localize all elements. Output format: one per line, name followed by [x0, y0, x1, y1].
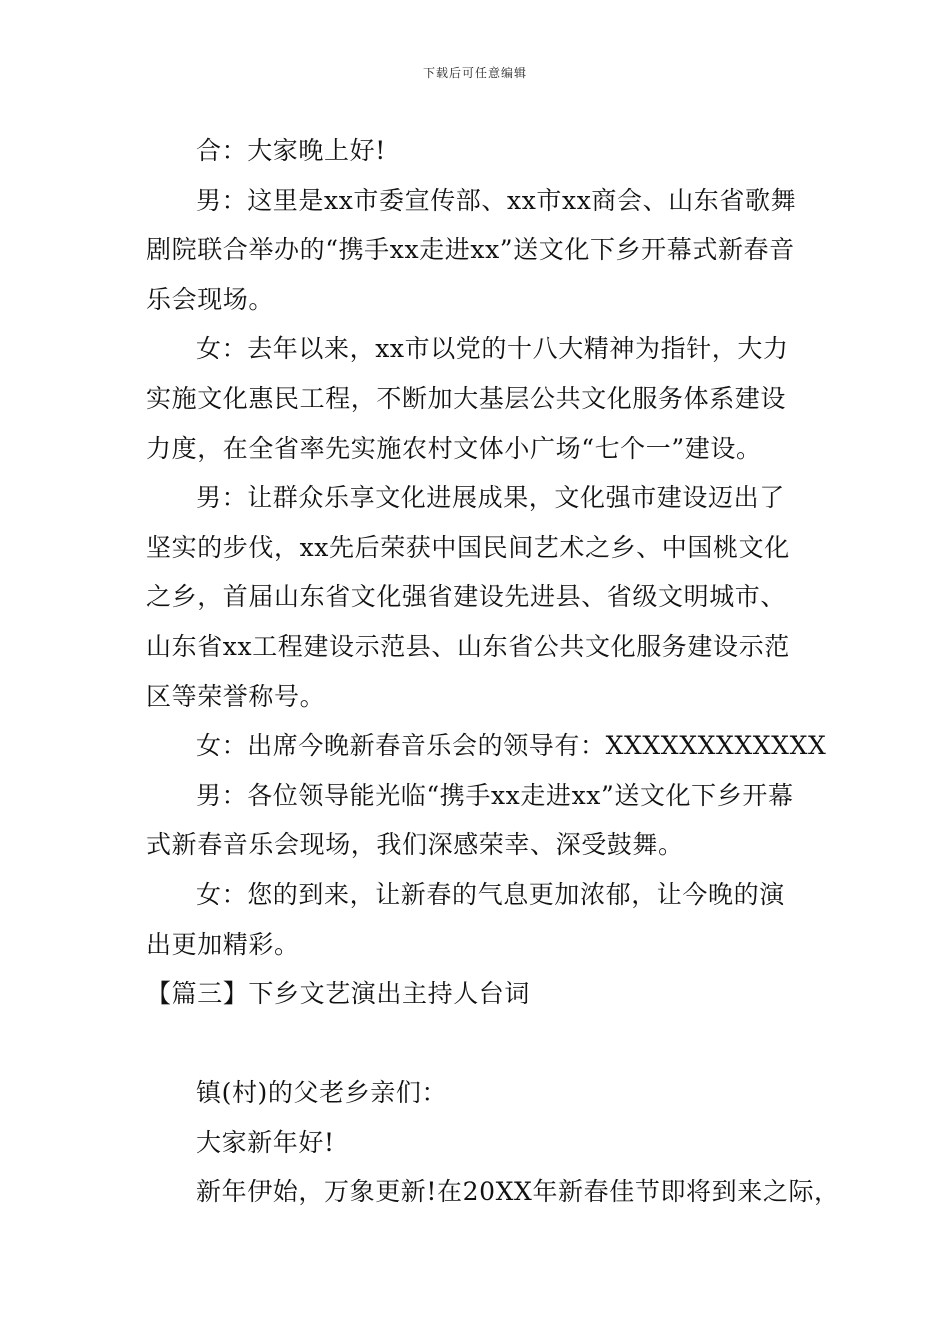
paragraph-female-leaders: 女：出席今晚新春音乐会的领导有：XXXXXXXXXXXX: [196, 731, 827, 761]
paragraph-male-achievements: 男：让群众乐享文化进展成果，文化强市建设迈出了坚实的步伐，xx先后荣获中国民间艺术之乡、中国桃文化之乡，首届山东省文化强省建设先进县、省级文明城市、山东省xx工程建设示范县、山东省公共文化服务建设示范区等荣誉称号。: [146, 483, 790, 711]
paragraph-male-welcome: 男：各位领导能光临“携手xx走进xx”送文化下乡开幕式新春音乐会现场，我们深感荣幸、深受鼓舞。: [146, 780, 794, 860]
paragraph-male-intro: 男：这里是xx市委宣传部、xx市xx商会、山东省歌舞剧院联合举办的“携手xx走进xx”送文化下乡开幕式新春音乐会现场。: [146, 185, 797, 314]
paragraph-new-year-opening: 新年伊始，万象更新!在20XX年新春佳节即将到来之际，: [196, 1177, 840, 1207]
paragraph-female-culture: 女：去年以来，xx市以党的十八大精神为指针，大力实施文化惠民工程，不断加大基层公共文化服务体系建设力度，在全省率先实施农村文体小广场“七个一”建设。: [146, 334, 789, 463]
document-body: [146, 126, 840, 1217]
section-heading: 【篇三】下乡文艺演出主持人台词: [146, 979, 531, 1009]
blank-line: [146, 1019, 810, 1069]
paragraph-address: 镇(村)的父老乡亲们：: [196, 1078, 448, 1108]
header-note: 下载后可任意编辑: [422, 66, 527, 80]
paragraph-new-year-greeting: 大家新年好!: [196, 1127, 335, 1157]
paragraph-greeting: 合：大家晚上好!: [196, 136, 386, 165]
paragraph-female-closing: 女：您的到来，让新春的气息更加浓郁，让今晚的演出更加精彩。: [146, 879, 785, 959]
